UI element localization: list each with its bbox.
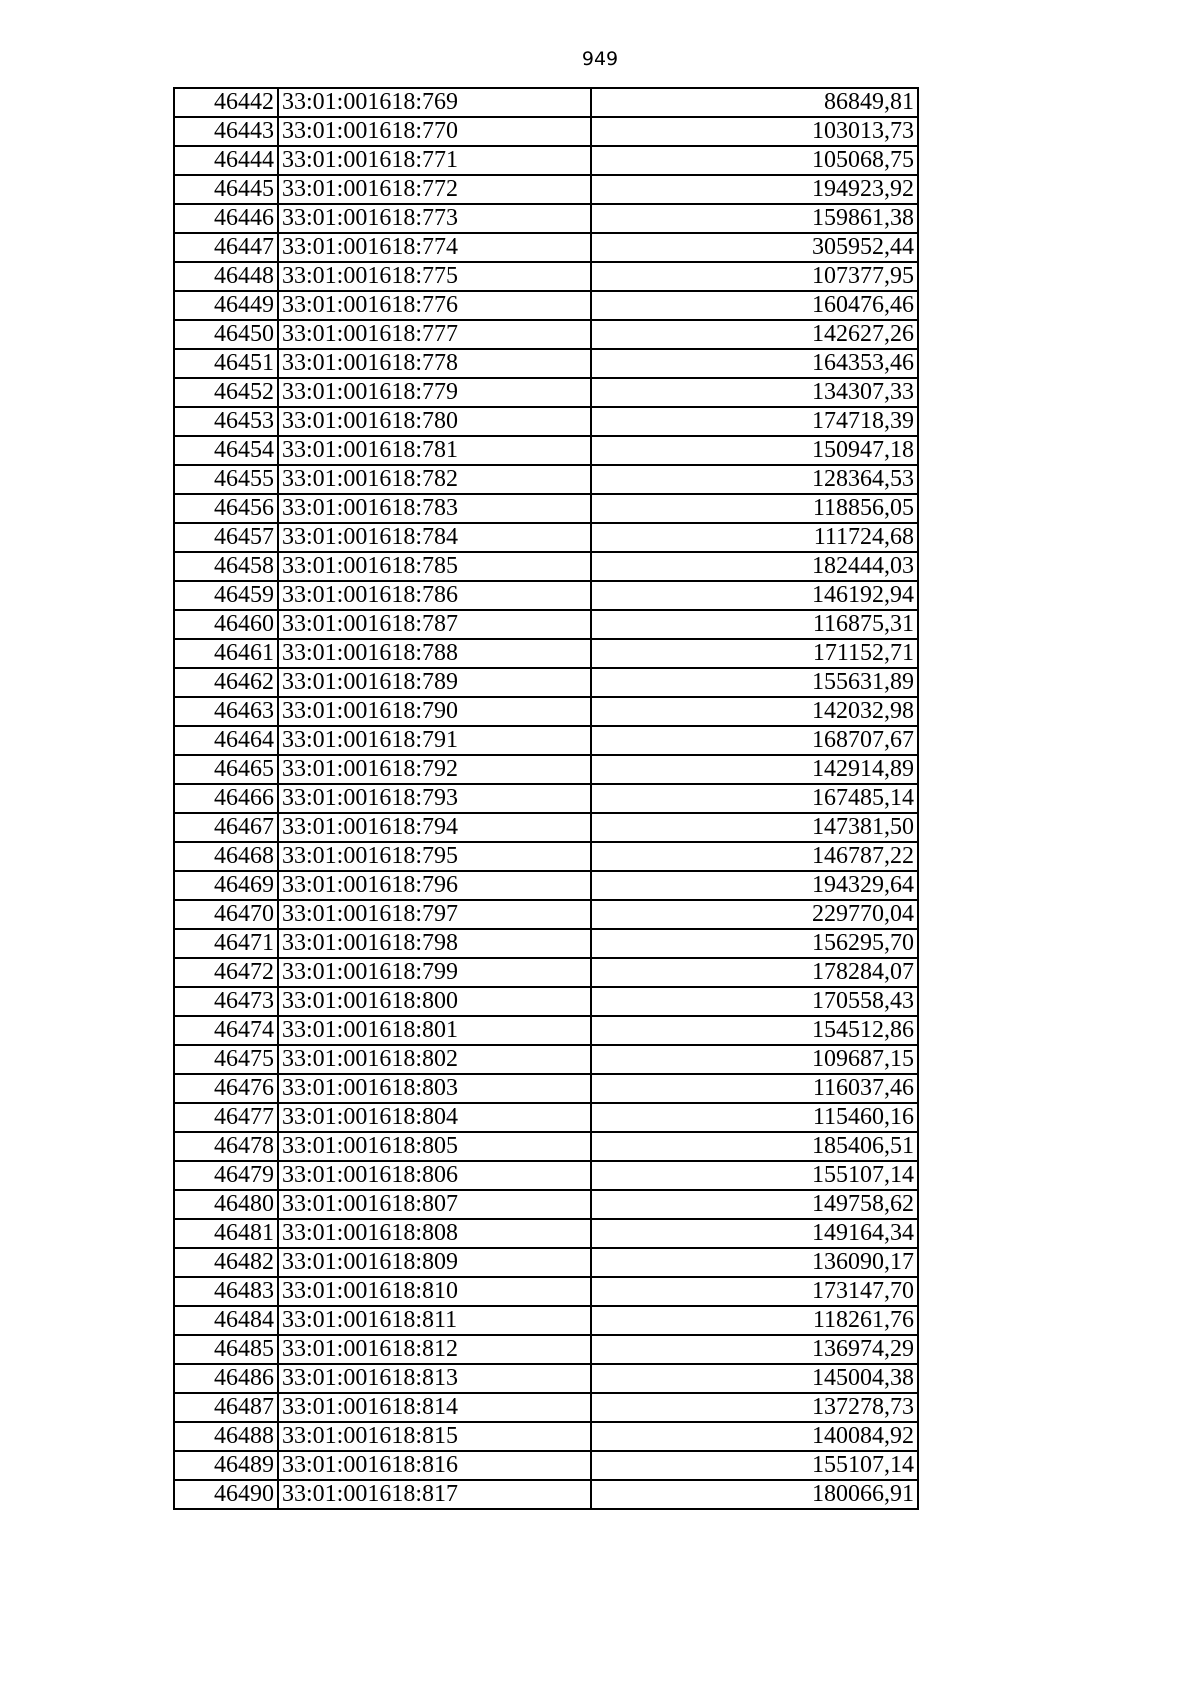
cadastral-value-cell: 167485,14 <box>591 784 918 813</box>
cadastral-value-cell: 137278,73 <box>591 1393 918 1422</box>
cadastral-number-cell: 33:01:001618:812 <box>278 1335 591 1364</box>
cadastral-number-cell: 33:01:001618:775 <box>278 262 591 291</box>
table-row <box>174 146 918 175</box>
cadastral-number-cell: 33:01:001618:795 <box>278 842 591 871</box>
cadastral-number-cell: 33:01:001618:794 <box>278 813 591 842</box>
cadastral-number-cell: 33:01:001618:804 <box>278 1103 591 1132</box>
table-row <box>174 291 918 320</box>
table-row <box>174 1451 918 1480</box>
row-number-cell: 46481 <box>174 1219 278 1248</box>
cadastral-value-cell: 147381,50 <box>591 813 918 842</box>
cadastral-number-cell: 33:01:001618:784 <box>278 523 591 552</box>
row-number-cell: 46456 <box>174 494 278 523</box>
table-row <box>174 117 918 146</box>
cadastral-number-cell: 33:01:001618:790 <box>278 697 591 726</box>
row-number-cell: 46467 <box>174 813 278 842</box>
table-row <box>174 1103 918 1132</box>
table-row <box>174 842 918 871</box>
cadastral-number-cell: 33:01:001618:773 <box>278 204 591 233</box>
cadastral-number-cell: 33:01:001618:811 <box>278 1306 591 1335</box>
table-row <box>174 1277 918 1306</box>
cadastral-number-cell: 33:01:001618:799 <box>278 958 591 987</box>
row-number-cell: 46471 <box>174 929 278 958</box>
cadastral-value-cell: 155631,89 <box>591 668 918 697</box>
table-row <box>174 813 918 842</box>
cadastral-value-cell: 86849,81 <box>591 88 918 117</box>
table-row <box>174 494 918 523</box>
row-number-cell: 46468 <box>174 842 278 871</box>
row-number-cell: 46464 <box>174 726 278 755</box>
cadastral-value-cell: 128364,53 <box>591 465 918 494</box>
row-number-cell: 46480 <box>174 1190 278 1219</box>
cadastral-value-cell: 146192,94 <box>591 581 918 610</box>
table-row <box>174 1219 918 1248</box>
row-number-cell: 46477 <box>174 1103 278 1132</box>
cadastral-value-cell: 174718,39 <box>591 407 918 436</box>
cadastral-number-cell: 33:01:001618:813 <box>278 1364 591 1393</box>
cadastral-value-cell: 115460,16 <box>591 1103 918 1132</box>
cadastral-value-cell: 118261,76 <box>591 1306 918 1335</box>
row-number-cell: 46488 <box>174 1422 278 1451</box>
row-number-cell: 46462 <box>174 668 278 697</box>
cadastral-number-cell: 33:01:001618:781 <box>278 436 591 465</box>
cadastral-value-cell: 154512,86 <box>591 1016 918 1045</box>
cadastral-number-cell: 33:01:001618:814 <box>278 1393 591 1422</box>
table-row <box>174 262 918 291</box>
cadastral-value-cell: 142032,98 <box>591 697 918 726</box>
row-number-cell: 46454 <box>174 436 278 465</box>
row-number-cell: 46473 <box>174 987 278 1016</box>
cadastral-number-cell: 33:01:001618:769 <box>278 88 591 117</box>
cadastral-value-cell: 182444,03 <box>591 552 918 581</box>
row-number-cell: 46472 <box>174 958 278 987</box>
table-row <box>174 378 918 407</box>
cadastral-value-cell: 194923,92 <box>591 175 918 204</box>
cadastral-number-cell: 33:01:001618:808 <box>278 1219 591 1248</box>
cadastral-number-cell: 33:01:001618:792 <box>278 755 591 784</box>
table-row <box>174 349 918 378</box>
page-number: 949 <box>581 48 619 70</box>
table-row <box>174 1016 918 1045</box>
table-row <box>174 1393 918 1422</box>
row-number-cell: 46478 <box>174 1132 278 1161</box>
cadastral-number-cell: 33:01:001618:774 <box>278 233 591 262</box>
row-number-cell: 46446 <box>174 204 278 233</box>
cadastral-value-cell: 150947,18 <box>591 436 918 465</box>
cadastral-value-cell: 159861,38 <box>591 204 918 233</box>
cadastral-number-cell: 33:01:001618:798 <box>278 929 591 958</box>
row-number-cell: 46442 <box>174 88 278 117</box>
cadastral-value-cell: 118856,05 <box>591 494 918 523</box>
cadastral-value-cell: 305952,44 <box>591 233 918 262</box>
cadastral-number-cell: 33:01:001618:793 <box>278 784 591 813</box>
table-row <box>174 1074 918 1103</box>
table-row <box>174 1045 918 1074</box>
cadastral-number-cell: 33:01:001618:805 <box>278 1132 591 1161</box>
table-row <box>174 784 918 813</box>
row-number-cell: 46484 <box>174 1306 278 1335</box>
row-number-cell: 46490 <box>174 1480 278 1509</box>
table-row <box>174 407 918 436</box>
cadastral-number-cell: 33:01:001618:810 <box>278 1277 591 1306</box>
table-row <box>174 987 918 1016</box>
table-row <box>174 639 918 668</box>
row-number-cell: 46486 <box>174 1364 278 1393</box>
table-row <box>174 1132 918 1161</box>
cadastral-value-cell: 229770,04 <box>591 900 918 929</box>
row-number-cell: 46451 <box>174 349 278 378</box>
row-number-cell: 46455 <box>174 465 278 494</box>
cadastral-number-cell: 33:01:001618:802 <box>278 1045 591 1074</box>
row-number-cell: 46465 <box>174 755 278 784</box>
table-row <box>174 436 918 465</box>
cadastral-number-cell: 33:01:001618:782 <box>278 465 591 494</box>
cadastral-number-cell: 33:01:001618:779 <box>278 378 591 407</box>
table-row <box>174 320 918 349</box>
cadastral-value-cell: 116037,46 <box>591 1074 918 1103</box>
row-number-cell: 46476 <box>174 1074 278 1103</box>
cadastral-number-cell: 33:01:001618:777 <box>278 320 591 349</box>
cadastral-value-cell: 136090,17 <box>591 1248 918 1277</box>
table-row <box>174 581 918 610</box>
table-row <box>174 1161 918 1190</box>
cadastral-number-cell: 33:01:001618:778 <box>278 349 591 378</box>
row-number-cell: 46443 <box>174 117 278 146</box>
cadastral-value-cell: 194329,64 <box>591 871 918 900</box>
cadastral-value-cell: 136974,29 <box>591 1335 918 1364</box>
table-row <box>174 1248 918 1277</box>
cadastral-value-cell: 116875,31 <box>591 610 918 639</box>
row-number-cell: 46475 <box>174 1045 278 1074</box>
cadastral-number-cell: 33:01:001618:783 <box>278 494 591 523</box>
cadastral-value-cell: 156295,70 <box>591 929 918 958</box>
row-number-cell: 46458 <box>174 552 278 581</box>
table-row <box>174 900 918 929</box>
row-number-cell: 46461 <box>174 639 278 668</box>
table-row <box>174 610 918 639</box>
row-number-cell: 46489 <box>174 1451 278 1480</box>
row-number-cell: 46463 <box>174 697 278 726</box>
table-row <box>174 726 918 755</box>
cadastral-value-cell: 142914,89 <box>591 755 918 784</box>
cadastral-number-cell: 33:01:001618:815 <box>278 1422 591 1451</box>
row-number-cell: 46447 <box>174 233 278 262</box>
cadastral-value-cell: 134307,33 <box>591 378 918 407</box>
row-number-cell: 46445 <box>174 175 278 204</box>
cadastral-number-cell: 33:01:001618:817 <box>278 1480 591 1509</box>
cadastral-value-cell: 149758,62 <box>591 1190 918 1219</box>
cadastral-value-cell: 146787,22 <box>591 842 918 871</box>
table-row <box>174 1422 918 1451</box>
cadastral-value-cell: 105068,75 <box>591 146 918 175</box>
table-row <box>174 552 918 581</box>
cadastral-number-cell: 33:01:001618:772 <box>278 175 591 204</box>
row-number-cell: 46483 <box>174 1277 278 1306</box>
row-number-cell: 46469 <box>174 871 278 900</box>
cadastral-number-cell: 33:01:001618:800 <box>278 987 591 1016</box>
row-number-cell: 46482 <box>174 1248 278 1277</box>
cadastral-value-cell: 180066,91 <box>591 1480 918 1509</box>
cadastral-number-cell: 33:01:001618:801 <box>278 1016 591 1045</box>
table-row <box>174 1364 918 1393</box>
table-row <box>174 1306 918 1335</box>
row-number-cell: 46453 <box>174 407 278 436</box>
cadastral-value-cell: 140084,92 <box>591 1422 918 1451</box>
row-number-cell: 46459 <box>174 581 278 610</box>
cadastral-number-cell: 33:01:001618:797 <box>278 900 591 929</box>
cadastral-value-cell: 109687,15 <box>591 1045 918 1074</box>
cadastral-value-cell: 107377,95 <box>591 262 918 291</box>
cadastral-number-cell: 33:01:001618:789 <box>278 668 591 697</box>
cadastral-value-cell: 155107,14 <box>591 1451 918 1480</box>
cadastral-value-cell: 149164,34 <box>591 1219 918 1248</box>
table-row <box>174 1335 918 1364</box>
cadastral-value-cell: 103013,73 <box>591 117 918 146</box>
row-number-cell: 46474 <box>174 1016 278 1045</box>
cadastral-value-cell: 155107,14 <box>591 1161 918 1190</box>
table-row <box>174 88 918 117</box>
table-row <box>174 929 918 958</box>
cadastral-number-cell: 33:01:001618:788 <box>278 639 591 668</box>
table-row <box>174 175 918 204</box>
cadastral-number-cell: 33:01:001618:791 <box>278 726 591 755</box>
row-number-cell: 46457 <box>174 523 278 552</box>
cadastral-value-table <box>173 87 919 1510</box>
table-row <box>174 523 918 552</box>
table-body <box>174 88 918 1509</box>
cadastral-number-cell: 33:01:001618:806 <box>278 1161 591 1190</box>
cadastral-number-cell: 33:01:001618:787 <box>278 610 591 639</box>
table-row <box>174 233 918 262</box>
cadastral-number-cell: 33:01:001618:771 <box>278 146 591 175</box>
cadastral-value-cell: 145004,38 <box>591 1364 918 1393</box>
table-row <box>174 958 918 987</box>
table-row <box>174 871 918 900</box>
table-row <box>174 1190 918 1219</box>
table-row <box>174 204 918 233</box>
cadastral-number-cell: 33:01:001618:807 <box>278 1190 591 1219</box>
row-number-cell: 46449 <box>174 291 278 320</box>
row-number-cell: 46479 <box>174 1161 278 1190</box>
row-number-cell: 46450 <box>174 320 278 349</box>
cadastral-number-cell: 33:01:001618:816 <box>278 1451 591 1480</box>
cadastral-number-cell: 33:01:001618:770 <box>278 117 591 146</box>
cadastral-value-cell: 173147,70 <box>591 1277 918 1306</box>
cadastral-number-cell: 33:01:001618:780 <box>278 407 591 436</box>
table-row <box>174 755 918 784</box>
table-row <box>174 697 918 726</box>
table-row <box>174 1480 918 1509</box>
cadastral-value-cell: 168707,67 <box>591 726 918 755</box>
cadastral-value-cell: 185406,51 <box>591 1132 918 1161</box>
row-number-cell: 46448 <box>174 262 278 291</box>
cadastral-number-cell: 33:01:001618:786 <box>278 581 591 610</box>
cadastral-number-cell: 33:01:001618:803 <box>278 1074 591 1103</box>
cadastral-number-cell: 33:01:001618:785 <box>278 552 591 581</box>
table-row <box>174 668 918 697</box>
cadastral-number-cell: 33:01:001618:776 <box>278 291 591 320</box>
cadastral-value-cell: 142627,26 <box>591 320 918 349</box>
table-row <box>174 465 918 494</box>
row-number-cell: 46466 <box>174 784 278 813</box>
cadastral-value-cell: 178284,07 <box>591 958 918 987</box>
cadastral-number-cell: 33:01:001618:809 <box>278 1248 591 1277</box>
cadastral-value-cell: 111724,68 <box>591 523 918 552</box>
cadastral-value-cell: 170558,43 <box>591 987 918 1016</box>
cadastral-value-cell: 171152,71 <box>591 639 918 668</box>
row-number-cell: 46470 <box>174 900 278 929</box>
row-number-cell: 46487 <box>174 1393 278 1422</box>
cadastral-number-cell: 33:01:001618:796 <box>278 871 591 900</box>
row-number-cell: 46444 <box>174 146 278 175</box>
row-number-cell: 46452 <box>174 378 278 407</box>
cadastral-value-cell: 164353,46 <box>591 349 918 378</box>
cadastral-value-cell: 160476,46 <box>591 291 918 320</box>
row-number-cell: 46485 <box>174 1335 278 1364</box>
row-number-cell: 46460 <box>174 610 278 639</box>
